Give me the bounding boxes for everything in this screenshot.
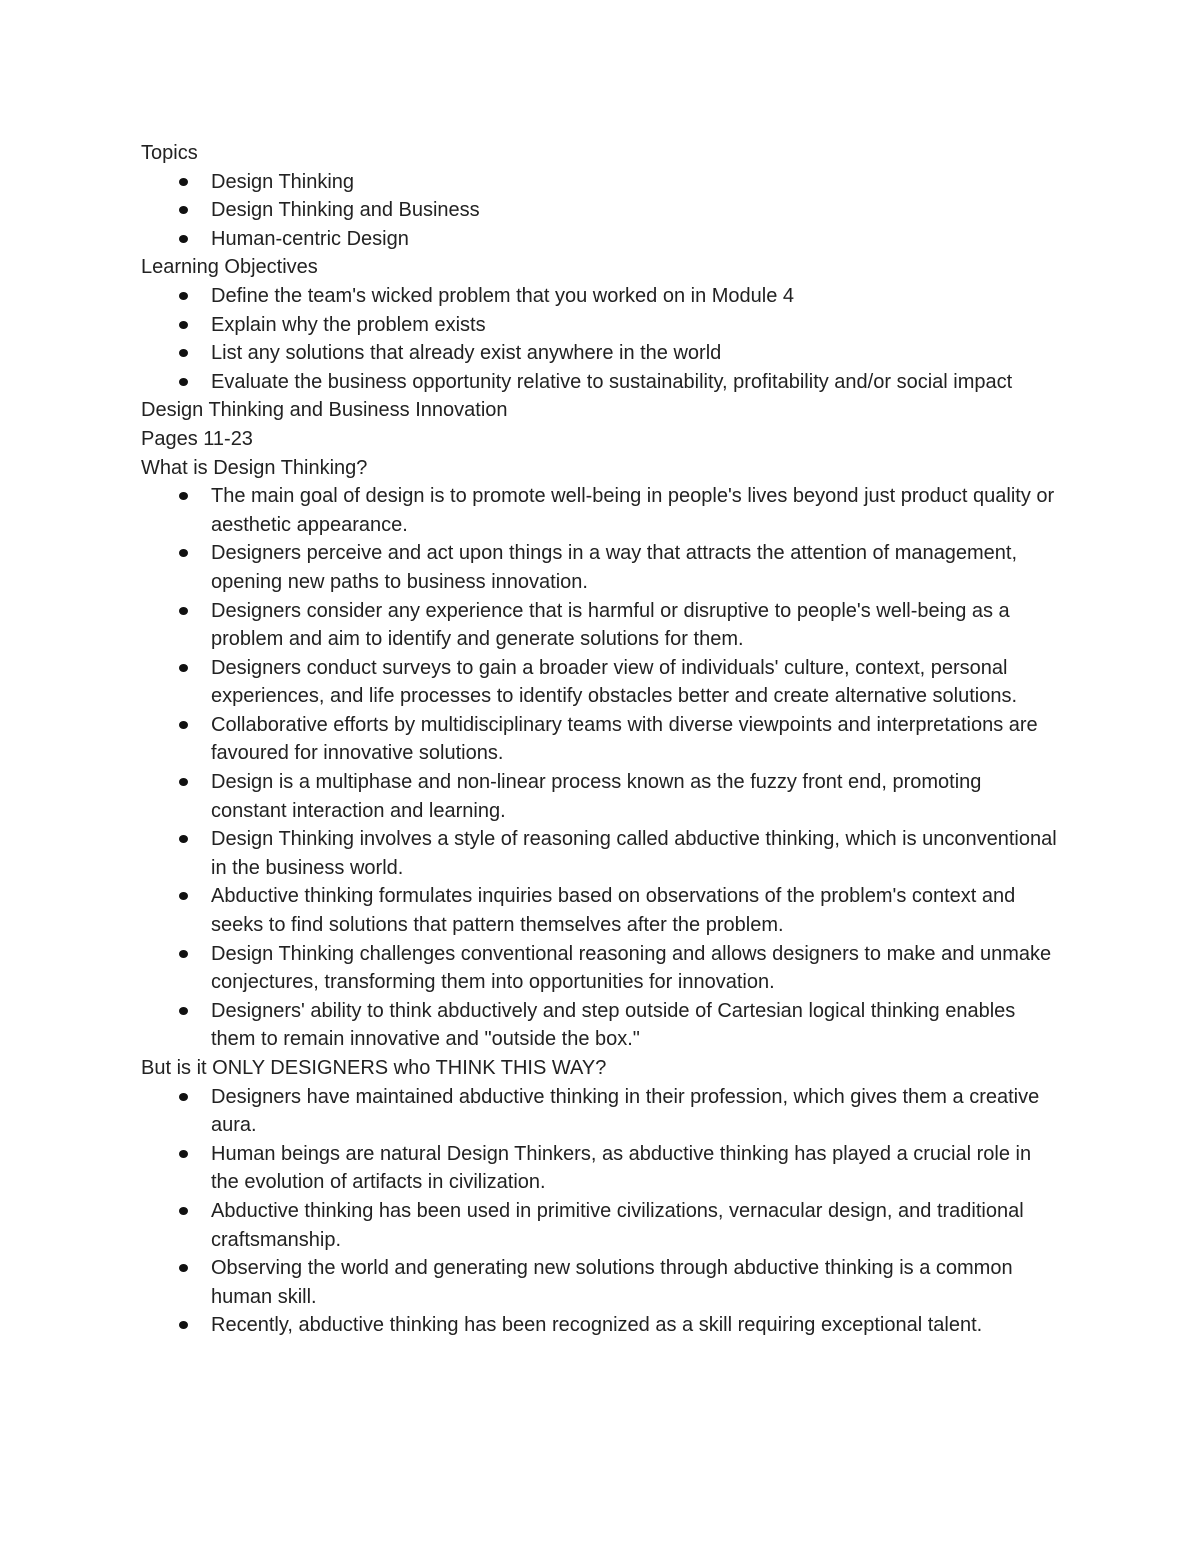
list-item: Designers have maintained abductive thinking in their profession, which gives them a creative aura.: [141, 1083, 1061, 1140]
list-item: Design Thinking and Business: [141, 196, 1061, 225]
section-heading: Pages 11-23: [141, 427, 253, 450]
bullet-icon: [179, 721, 188, 729]
bullet-icon: [179, 607, 188, 615]
list-item: Designers' ability to think abductively and step outside of Cartesian logical thinking enables them to remain innovative and "outside the box.": [141, 997, 1061, 1054]
bullet-icon: [179, 950, 188, 958]
bullet-list: [141, 168, 1071, 254]
bullet-icon: [179, 1007, 188, 1015]
list-item: Design Thinking challenges conventional reasoning and allows designers to make and unmake conjectures, transforming them into opportunities for innovation.: [141, 940, 1061, 997]
list-item: Define the team's wicked problem that you worked on in Module 4: [141, 282, 1061, 311]
bullet-icon: [179, 1093, 188, 1101]
bullet-icon: [179, 664, 188, 672]
bullet-icon: [179, 492, 188, 500]
list-item: The main goal of design is to promote well-being in people's lives beyond just product quality or aesthetic appearance.: [141, 482, 1061, 539]
section-heading: Design Thinking and Business Innovation: [141, 399, 508, 422]
list-item: Collaborative efforts by multidisciplinary teams with diverse viewpoints and interpretations are favoured for innovative solutions.: [141, 711, 1061, 768]
bullet-icon: [179, 378, 188, 386]
list-item: Design Thinking: [141, 168, 1061, 197]
bullet-icon: [179, 1207, 188, 1215]
section-only-designers: [141, 1054, 1071, 1340]
list-item: Design Thinking involves a style of reasoning called abductive thinking, which is unconventional in the business world.: [141, 825, 1061, 882]
bullet-icon: [179, 1321, 188, 1329]
list-item: Evaluate the business opportunity relative to sustainability, profitability and/or social impact: [141, 368, 1061, 397]
section-heading: What is Design Thinking?: [141, 456, 368, 479]
bullet-icon: [179, 835, 188, 843]
section-what-is-design-thinking: [141, 454, 1071, 1054]
bullet-icon: [179, 892, 188, 900]
list-item: Explain why the problem exists: [141, 311, 1061, 340]
list-item: Designers conduct surveys to gain a broader view of individuals' culture, context, personal experiences, and life processes to identify obstacles better and create alternative solutions.: [141, 654, 1061, 711]
list-item: List any solutions that already exist anywhere in the world: [141, 339, 1061, 368]
list-item: Observing the world and generating new solutions through abductive thinking is a common human skill.: [141, 1254, 1061, 1311]
list-item: Abductive thinking formulates inquiries based on observations of the problem's context and seeks to find solutions that pattern themselves after the problem.: [141, 882, 1061, 939]
bullet-icon: [179, 549, 188, 557]
section-learning-objectives: [141, 253, 1071, 396]
list-item: Designers consider any experience that is harmful or disruptive to people's well-being as a problem and aim to identify and generate solutions for them.: [141, 597, 1061, 654]
bullet-icon: [179, 292, 188, 300]
list-item: Design is a multiphase and non-linear process known as the fuzzy front end, promoting constant interaction and learning.: [141, 768, 1061, 825]
bullet-icon: [179, 321, 188, 329]
bullet-icon: [179, 235, 188, 243]
document-page: [141, 139, 1071, 1340]
list-item: Abductive thinking has been used in primitive civilizations, vernacular design, and traditional craftsmanship.: [141, 1197, 1061, 1254]
bullet-icon: [179, 349, 188, 357]
list-item: Human-centric Design: [141, 225, 1061, 254]
bullet-icon: [179, 1150, 188, 1158]
bullet-list: [141, 282, 1071, 396]
section-pages: [141, 425, 1071, 454]
section-topics: [141, 139, 1071, 253]
bullet-icon: [179, 1264, 188, 1272]
section-business-innovation: [141, 396, 1071, 425]
bullet-icon: [179, 778, 188, 786]
bullet-icon: [179, 206, 188, 214]
bullet-list: [141, 1083, 1071, 1340]
bullet-list: [141, 482, 1071, 1054]
list-item: Designers perceive and act upon things in a way that attracts the attention of management, opening new paths to business innovation.: [141, 539, 1061, 596]
bullet-icon: [179, 178, 188, 186]
section-heading: Learning Objectives: [141, 256, 318, 279]
section-heading: Topics: [141, 142, 198, 164]
list-item: Human beings are natural Design Thinkers, as abductive thinking has played a crucial role in the evolution of artifacts in civilization.: [141, 1140, 1061, 1197]
section-heading: But is it ONLY DESIGNERS who THINK THIS WAY?: [141, 1057, 607, 1079]
list-item: Recently, abductive thinking has been recognized as a skill requiring exceptional talent.: [141, 1311, 1061, 1340]
